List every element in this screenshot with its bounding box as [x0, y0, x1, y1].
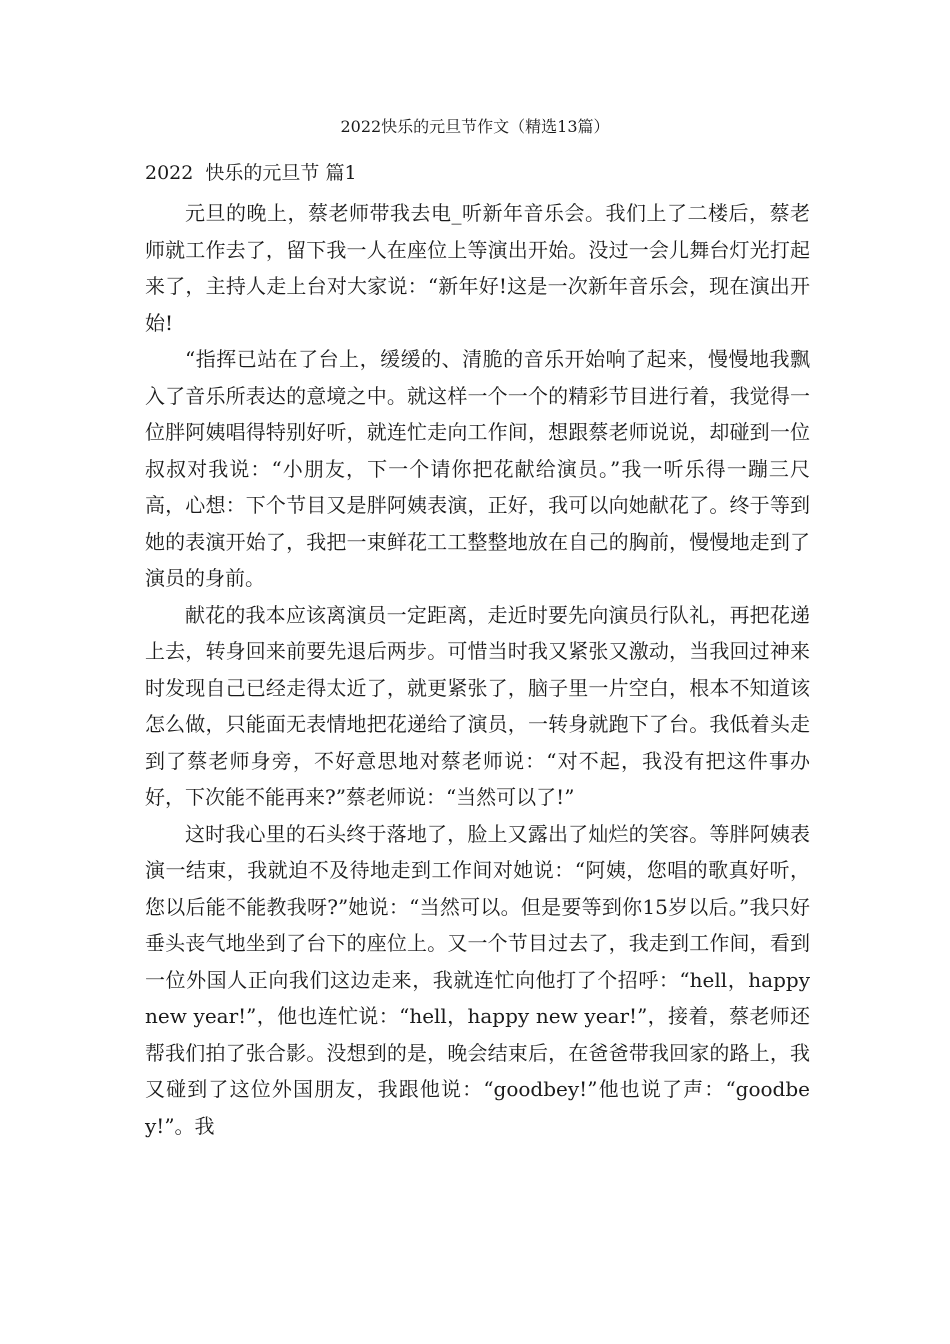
paragraph-1: 元旦的晚上，蔡老师带我去电_听新年音乐会。我们上了二楼后，蔡老师就工作去了，留下我一人在座位上等演出开始。没过一会儿舞台灯光打起来了，主持人走上台对大家说：“新年好!这是一次新年音乐会，现在演出开始! — [145, 201, 810, 335]
paragraph-3: 献花的我本应该离演员一定距离，走近时要先向演员行队礼，再把花递上去，转身回来前要先退后两步。可惜当时我又紧张又激动，当我回过神来时发现自己已经走得太近了，就更紧张了，脑子里一片空白，根本不知道该怎么做，只能面无表情地把花递给了演员，一转身就跑下了台。我低着头走到了蔡老师身旁，不好意思地对蔡老师说：“对不起，我没有把这件事办好，下次能不能再来?”蔡老师说：“当然可以了!” — [145, 602, 810, 809]
document-body — [145, 195, 810, 1144]
section-heading: 2022 快乐的元旦节 篇1 — [145, 162, 357, 184]
paragraph-4: 这时我心里的石头终于落地了，脸上又露出了灿烂的笑容。等胖阿姨表演一结束，我就迫不及待地走到工作间对她说：“阿姨，您唱的歌真好听，您以后能不能教我呀?”她说：“当然可以。但是要等到你15岁以后。”我只好垂头丧气地坐到了台下的座位上。又一个节目过去了，我走到工作间，看到一位外国人正向我们这边走来，我就连忙向他打了个招呼：“hell，happy new year!”，他也连忙说：“hell，happy new year!”，接着，蔡老师还帮我们拍了张合影。没想到的是，晚会结束后，在爸爸带我回家的路上，我又碰到了这位外国朋友，我跟他说：“goodbey!”他也说了声：“goodbey!”。我 — [145, 821, 810, 1138]
paragraph-2: “指挥已站在了台上，缓缓的、清脆的音乐开始响了起来，慢慢地我飘入了音乐所表达的意境之中。就这样一个一个的精彩节目进行着，我觉得一位胖阿姨唱得特别好听，就连忙走向工作间，想跟蔡老师说说，却碰到一位叔叔对我说：“小朋友，下一个请你把花献给演员。”我一听乐得一蹦三尺高，心想：下个节目又是胖阿姨表演，正好，我可以向她献花了。终于等到她的表演开始了，我把一束鲜花工工整整地放在自己的胸前，慢慢地走到了演员的身前。 — [145, 347, 810, 590]
document-title: 2022快乐的元旦节作文（精选13篇） — [340, 117, 610, 136]
